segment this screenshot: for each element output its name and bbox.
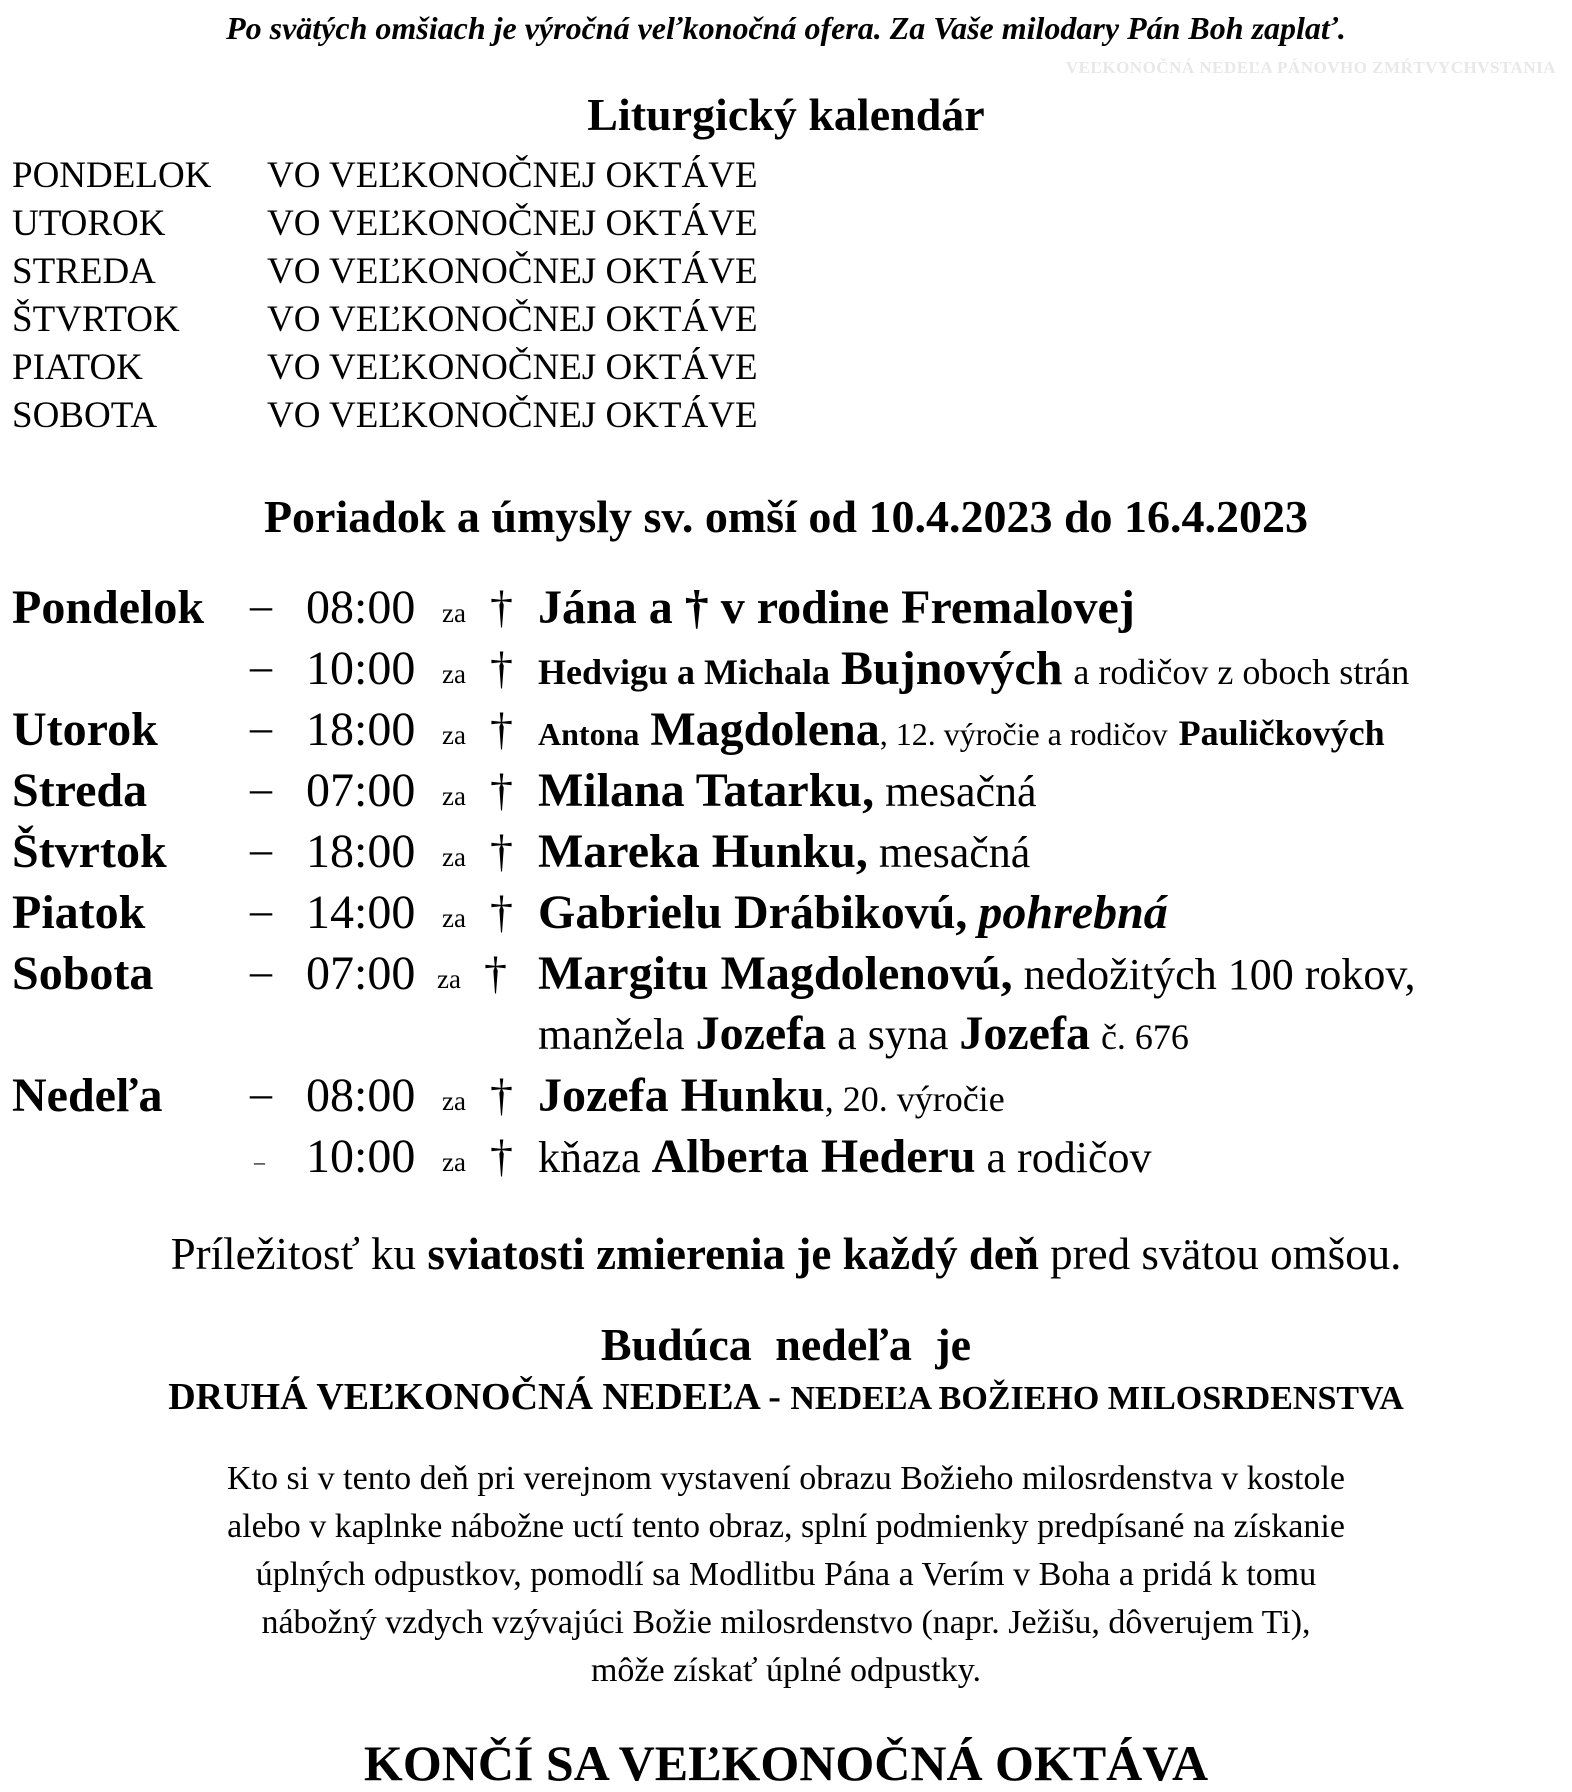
mass-time: 10:00 <box>306 642 416 695</box>
paragraph-line: úplných odpustkov, pomodlí sa Modlitbu Pána a Verím v Boha a pridá k tomu <box>255 1556 1317 1593</box>
mass-dash: – <box>250 642 272 691</box>
calendar-title: Liturgický kalendár <box>587 89 985 140</box>
cross-icon: † <box>490 642 513 693</box>
mass-za: za <box>442 842 466 872</box>
mass-day: Piatok <box>12 886 146 939</box>
cross-icon: † <box>490 886 513 937</box>
mass-intention: Jána a † v rodine Fremalovej <box>538 581 1135 634</box>
cross-icon: † <box>490 703 513 754</box>
paragraph-line: alebo v kaplnke nábožne uctí tento obraz, splní podmienky predpísané na získanie <box>227 1508 1345 1545</box>
mass-za: za <box>442 720 466 750</box>
mass-intention-continued: manžela Jozefa a syna Jozefa č. 676 <box>538 1007 1189 1060</box>
mass-time: 08:00 <box>306 581 416 634</box>
mass-schedule-title: Poriadok a úmysly sv. omší od 10.4.2023 do 16.4.2023 <box>263 491 1309 542</box>
mass-day: Streda <box>12 764 148 817</box>
mass-intention: Milana Tatarku, mesačná <box>538 764 1037 817</box>
calendar-row <box>12 296 758 344</box>
mass-intention: Antona Magdolena, 12. výročie a rodičov Pauličkových <box>538 703 1385 756</box>
calendar-day: PONDELOK <box>12 155 212 196</box>
calendar-day: SOBOTA <box>12 395 158 436</box>
mass-intention: Jozefa Hunku, 20. výročie <box>538 1069 1005 1122</box>
calendar-text: VO VEĽKONOČNEJ OKTÁVE <box>267 395 758 436</box>
mass-za: za <box>442 598 466 628</box>
mass-time: 10:00 <box>306 1130 416 1183</box>
cross-icon: † <box>490 1069 513 1120</box>
mass-intention: Mareka Hunku, mesačná <box>538 825 1031 878</box>
cross-icon: † <box>490 1130 513 1181</box>
calendar-day: UTOROK <box>12 203 166 244</box>
cross-icon: † <box>490 825 513 876</box>
mass-time: 07:00 <box>306 764 416 817</box>
mass-intention: kňaza Alberta Hederu a rodičov <box>538 1130 1152 1183</box>
calendar-row <box>12 200 758 248</box>
mass-time: 18:00 <box>306 825 416 878</box>
cross-icon: † <box>484 947 507 998</box>
calendar-text: VO VEĽKONOČNEJ OKTÁVE <box>267 155 758 196</box>
mass-dash: – <box>254 1149 265 1174</box>
next-sunday-heading: Budúca nedeľa je <box>600 1319 972 1370</box>
mass-za: za <box>442 1147 466 1177</box>
next-sunday-feast: DRUHÁ VEĽKONOČNÁ NEDEĽA - NEDEĽA BOŽIEHO MILOSRDENSTVA <box>168 1376 1404 1418</box>
mass-time: 08:00 <box>306 1069 416 1122</box>
mass-za: za <box>442 781 466 811</box>
mass-time: 18:00 <box>306 703 416 756</box>
mass-za: za <box>442 659 466 689</box>
calendar-row <box>12 344 758 392</box>
mass-day: Pondelok <box>12 581 205 634</box>
calendar-day: ŠTVRTOK <box>12 299 180 340</box>
indulgence-paragraph <box>0 1455 1572 1695</box>
paragraph-line: môže získať úplné odpustky. <box>590 1652 982 1689</box>
confession-note: Príležitosť ku sviatosti zmierenia je každý deň pred svätou omšou. <box>170 1229 1402 1279</box>
mass-dash: – <box>250 703 272 752</box>
calendar-day: PIATOK <box>12 347 143 388</box>
calendar-text: VO VEĽKONOČNEJ OKTÁVE <box>267 251 758 292</box>
mass-day: Nedeľa <box>12 1069 163 1122</box>
octave-end-heading: KONČÍ SA VEĽKONOČNÁ OKTÁVA <box>363 1735 1209 1791</box>
mass-day: Štvrtok <box>12 825 167 878</box>
calendar-day: STREDA <box>12 251 156 292</box>
mass-day: Sobota <box>12 947 154 1000</box>
paragraph-line: Kto si v tento deň pri verejnom vystavení obrazu Božieho milosrdenstva v kostole <box>227 1460 1345 1497</box>
offering-note: Po svätých omšiach je výročná veľkonočná ofera. Za Vaše milodary Pán Boh zaplať. <box>226 10 1346 46</box>
mass-time: 07:00 <box>306 947 416 1000</box>
mass-dash: – <box>250 825 272 874</box>
cross-icon: † <box>684 581 709 634</box>
mass-za: za <box>442 903 466 933</box>
cross-icon: † <box>490 581 513 632</box>
calendar-text: VO VEĽKONOČNEJ OKTÁVE <box>267 203 758 244</box>
calendar-text: VO VEĽKONOČNEJ OKTÁVE <box>267 347 758 388</box>
mass-dash: – <box>250 764 272 813</box>
calendar-row <box>12 392 758 440</box>
calendar-text: VO VEĽKONOČNEJ OKTÁVE <box>267 299 758 340</box>
mass-dash: – <box>250 1069 272 1118</box>
mass-dash: – <box>250 581 272 630</box>
calendar-row <box>12 248 758 296</box>
mass-za: za <box>437 964 461 994</box>
mass-time: 14:00 <box>306 886 416 939</box>
mass-dash: – <box>250 886 272 935</box>
calendar-row <box>12 152 758 200</box>
feast-watermark: VEĽKONOČNÁ NEDEĽA PÁNOVHO ZMŔTVYCHVSTANIA <box>1065 58 1556 77</box>
mass-dash: – <box>250 947 272 996</box>
cross-icon: † <box>490 764 513 815</box>
mass-day: Utorok <box>12 703 158 756</box>
paragraph-line: nábožný vzdych vzývajúci Božie milosrdenstvo (napr. Ježišu, dôverujem Ti), <box>261 1604 1311 1641</box>
mass-intention: Hedvigu a Michala Bujnových a rodičov z oboch strán <box>538 642 1410 695</box>
mass-intention: Margitu Magdolenovú, nedožitých 100 rokov, <box>538 947 1416 1000</box>
mass-intention: Gabrielu Drábikovú, pohrebná <box>538 886 1168 939</box>
mass-za: za <box>442 1086 466 1116</box>
